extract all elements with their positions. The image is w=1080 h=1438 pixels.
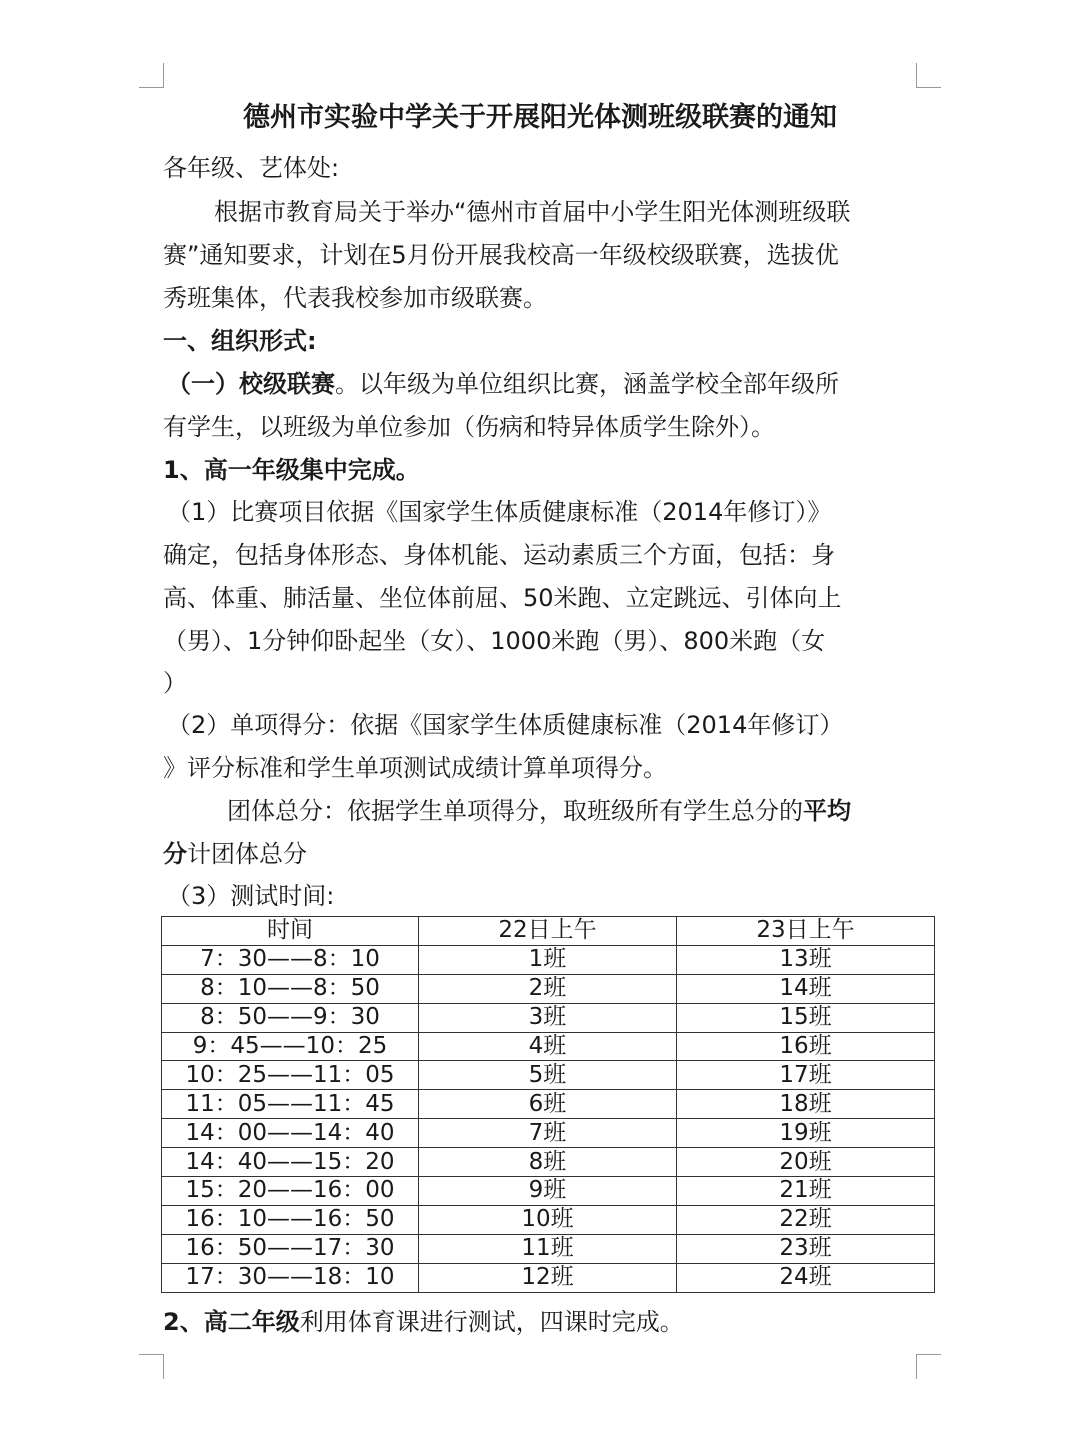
section-heading-organization: 一、组织形式: <box>163 327 317 355</box>
item3-test-time: （3）测试时间: <box>167 882 335 910</box>
day23-class-cell: 21班 <box>677 1177 935 1206</box>
team-score-text: 团体总分：依据学生单项得分，取班级所有学生总分的 <box>227 797 803 825</box>
sub-item-school-league-line-2: 有学生，以班级为单位参加（伤病和特异体质学生除外）。 <box>163 413 775 441</box>
day22-class-cell: 3班 <box>419 1003 677 1032</box>
table-row <box>162 1205 935 1234</box>
day23-class-cell: 20班 <box>677 1148 935 1177</box>
table-row <box>162 974 935 1003</box>
team-score-bold-score: 分 <box>163 840 187 868</box>
table-row <box>162 1119 935 1148</box>
item2-line-2: 》评分标准和学生单项测试成绩计算单项得分。 <box>163 754 667 782</box>
time-cell: 11：05——11：45 <box>162 1090 419 1119</box>
header-day-23: 23日上午 <box>677 917 935 946</box>
time-cell: 14：40——15：20 <box>162 1148 419 1177</box>
day22-class-cell: 6班 <box>419 1090 677 1119</box>
table-row <box>162 1003 935 1032</box>
time-cell: 10：25——11：05 <box>162 1061 419 1090</box>
document-title: 德州市实验中学关于开展阳光体测班级联赛的通知 <box>243 102 837 133</box>
table-row <box>162 1090 935 1119</box>
table-row <box>162 1032 935 1061</box>
day23-class-cell: 19班 <box>677 1119 935 1148</box>
time-cell: 17：30——18：10 <box>162 1263 419 1292</box>
day22-class-cell: 5班 <box>419 1061 677 1090</box>
time-cell: 9：45——10：25 <box>162 1032 419 1061</box>
day23-class-cell: 17班 <box>677 1061 935 1090</box>
time-cell: 8：50——9：30 <box>162 1003 419 1032</box>
schedule-table <box>161 916 935 1293</box>
header-day-22: 22日上午 <box>419 917 677 946</box>
schedule-header-row <box>162 917 935 946</box>
item1-line-4: （男）、1分钟仰卧起坐（女）、1000米跑（男）、800米跑（女 <box>163 627 826 655</box>
day22-class-cell: 11班 <box>419 1234 677 1263</box>
team-score-line-2 <box>163 838 307 870</box>
day23-class-cell: 13班 <box>677 945 935 974</box>
team-score-bold-average: 平均 <box>803 797 851 825</box>
day23-class-cell: 18班 <box>677 1090 935 1119</box>
day22-class-cell: 1班 <box>419 945 677 974</box>
sub-item-school-league-label: （一）校级联赛 <box>167 370 335 398</box>
crop-mark-top-left <box>139 63 164 88</box>
day22-class-cell: 4班 <box>419 1032 677 1061</box>
grade2-line <box>163 1306 684 1338</box>
time-cell: 14：00——14：40 <box>162 1119 419 1148</box>
day22-class-cell: 9班 <box>419 1177 677 1206</box>
table-row <box>162 1263 935 1292</box>
intro-line-2: 赛”通知要求，计划在5月份开展我校高一年级校级联赛，选拔优 <box>163 241 839 269</box>
item1-line-1: （1）比赛项目依据《国家学生体质健康标准（2014年修订）》 <box>167 498 832 526</box>
intro-line-3: 秀班集体，代表我校参加市级联赛。 <box>163 284 547 312</box>
day22-class-cell: 8班 <box>419 1148 677 1177</box>
header-time: 时间 <box>162 917 419 946</box>
grade1-heading: 1、高一年级集中完成。 <box>163 456 420 484</box>
intro-line-1: 根据市教育局关于举办“德州市首届中小学生阳光体测班级联 <box>214 198 851 226</box>
table-row <box>162 945 935 974</box>
sub-item-school-league-text: 。以年级为单位组织比赛，涵盖学校全部年级所 <box>335 370 839 398</box>
day22-class-cell: 12班 <box>419 1263 677 1292</box>
day23-class-cell: 24班 <box>677 1263 935 1292</box>
day23-class-cell: 23班 <box>677 1234 935 1263</box>
time-cell: 16：50——17：30 <box>162 1234 419 1263</box>
crop-mark-top-right <box>916 63 941 88</box>
item1-line-2: 确定，包括身体形态、身体机能、运动素质三个方面，包括：身 <box>163 541 835 569</box>
day23-class-cell: 15班 <box>677 1003 935 1032</box>
time-cell: 15：20——16：00 <box>162 1177 419 1206</box>
grade2-text: 利用体育课进行测试，四课时完成。 <box>299 1308 684 1336</box>
sub-item-school-league <box>167 368 839 400</box>
day23-class-cell: 16班 <box>677 1032 935 1061</box>
day22-class-cell: 2班 <box>419 974 677 1003</box>
day23-class-cell: 22班 <box>677 1205 935 1234</box>
day23-class-cell: 14班 <box>677 974 935 1003</box>
table-row <box>162 1148 935 1177</box>
team-score-suffix: 计团体总分 <box>187 840 307 868</box>
time-cell: 7：30——8：10 <box>162 945 419 974</box>
greeting: 各年级、艺体处: <box>163 154 340 182</box>
table-row <box>162 1061 935 1090</box>
item1-line-5: ） <box>163 669 187 697</box>
team-score-line-1 <box>227 795 851 827</box>
day22-class-cell: 7班 <box>419 1119 677 1148</box>
time-cell: 16：10——16：50 <box>162 1205 419 1234</box>
time-cell: 8：10——8：50 <box>162 974 419 1003</box>
day22-class-cell: 10班 <box>419 1205 677 1234</box>
item2-line-1: （2）单项得分：依据《国家学生体质健康标准（2014年修订） <box>167 711 844 739</box>
table-row <box>162 1177 935 1206</box>
crop-mark-bottom-left <box>139 1354 164 1379</box>
table-row <box>162 1234 935 1263</box>
crop-mark-bottom-right <box>916 1354 941 1379</box>
grade2-label: 2、高二年级 <box>163 1308 300 1336</box>
item1-line-3: 高、体重、肺活量、坐位体前屈、50米跑、立定跳远、引体向上 <box>163 584 842 612</box>
